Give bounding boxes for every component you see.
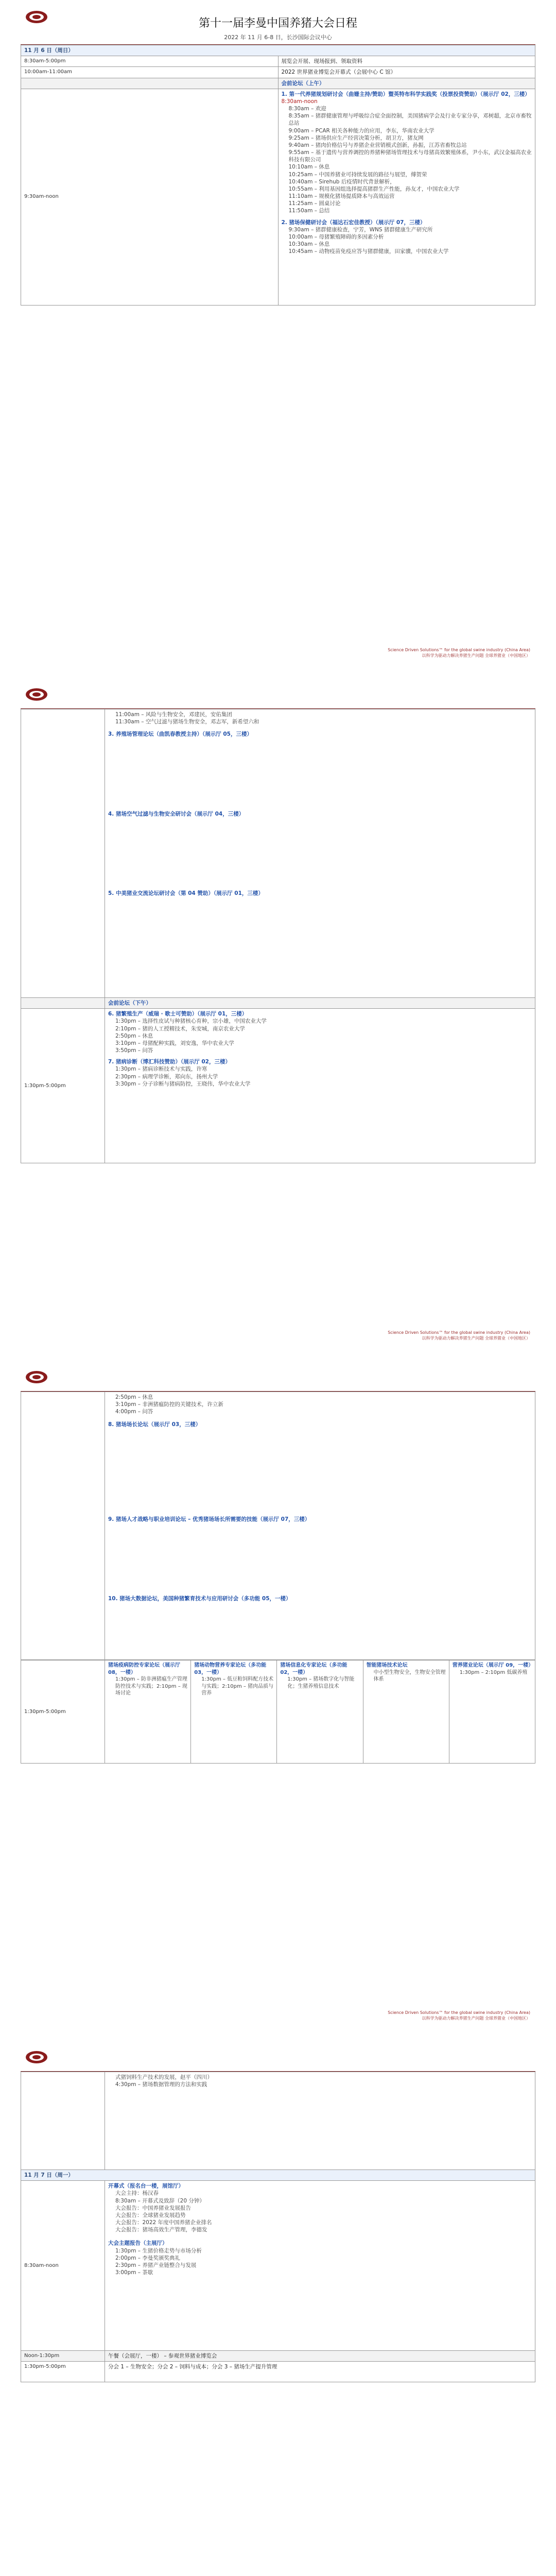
list-item: 9:55am – 基于遗传与营养调控的养猪种猪场管理技术与母猪高效繁殖体系，尹小东，武汉金福高农业科技有限公司: [288, 149, 532, 163]
conference-logo-icon: [25, 687, 48, 702]
schedule-table-day1: [21, 45, 535, 306]
session-title: 2. 猪场保健研讨会（福达石宏佳教授）（展示厅 07，三楼）: [281, 219, 426, 226]
page-4: [21, 2045, 535, 2576]
list-item: 10:10am – 休息: [288, 164, 330, 171]
table-row: 2:50pm – 休息 3:10pm – 非洲猪瘟防控的关键技术，许立新 4:00pm – 问答 8. 猪场场长论坛（展示厅 03，三楼） 9. 猪场人才战略与职业培训论坛 – 优秀猪场场长所需要的技能（展示厅 07，三楼） 10. 猪场大数据论坛，美国种猪繁育技术与应用研讨会（多功能 05，一楼）: [21, 1392, 535, 1660]
table-row: 会前论坛（上午）: [21, 78, 535, 89]
schedule-table-day1-cont2: [21, 1392, 535, 1660]
schedule-table-day2: [21, 2072, 535, 2382]
session-title: 5. 中美猪业交流论坛研讨会（第 04 赞助）（展示厅 01，三楼）: [108, 890, 264, 896]
session-time: 8:30am-noon: [281, 98, 318, 105]
table-row: 8:30am-noon 开幕式（报名台一楼，展馆厅） 大会主持：杨汉春 8:30am – 开幕式及致辞（20 分钟） 大会报告：中国养猪业发展报告 大会报告：全球猪业发展趋势 大会报告：2022 年度中国养猪企业排名 大会报告：猪场高效生产管理，李德发 大会主题报告（主展厅） 1:30pm – 生猪价格走势与市场分析 2:00pm – 李曼奖颁奖典礼 2:30pm – 养猪产业链整合与发展 3:00pm – 茶歇: [21, 2181, 535, 2351]
day-header: 11 月 6 日（周日）: [21, 45, 535, 56]
page-1: [21, 5, 535, 675]
table-row: [21, 709, 535, 998]
list-item: 10:55am – 利用基因组选择提高猪群生产性能，孙友才，中国农业大学: [288, 185, 460, 192]
list-item: 9:00am – PCAR 相关各种能力的应用，李东，华南农业大学: [288, 127, 435, 134]
list-item: 10:45am – 动物疫苗免疫应答与猪群健康，田家骥，中国农业大学: [288, 248, 449, 255]
page-3: [21, 1365, 535, 2038]
list-item: 11:25am – 圆桌讨论: [288, 200, 341, 207]
schedule-table-day1-cont: [21, 709, 535, 1163]
list-item: 11:30am – 空气过滤与猪场生物安全，邓志军，新希望六和: [115, 719, 259, 725]
list-item: 8:30am – 欢迎: [288, 106, 326, 112]
list-item: 8:35am – 猪群健康管理与呼吸综合症全面控制，美国猪病学会及行业专家分享，邓树超，北京市畜牧总站: [288, 113, 532, 127]
session-title: 3. 养殖场管理论坛（曲凯春教授主持）（展示厅 05，三楼）: [108, 731, 252, 738]
list-item: 10:40am – Sirehub 后疫情时代背景解析，: [288, 178, 395, 185]
table-row: 会前论坛（下午）: [21, 998, 535, 1009]
list-item: 10:30am – 休息: [288, 241, 330, 248]
table-row: Noon-1:30pm 午餐（会展厅，一楼） – 参观世界猪业博览会: [21, 2351, 535, 2362]
parallel-sessions-grid: [21, 1660, 535, 1764]
page-title: 第十一届李曼中国养猪大会日程: [198, 17, 357, 30]
footer-note: Science Driven Solutions™ for the global swine industry (China Area) 以科学为驱动力解决养猪生产问题 全球养猪业（中国地区）: [388, 1330, 530, 1341]
table-row: 1:30pm-5:00pm 分会 1 – 生物安全；分会 2 – 饲料与成本；分会 3 – 猪场生产提升管理: [21, 2362, 535, 2382]
page-2: [21, 683, 535, 1358]
list-item: 9:40am – 猪肉价格信号与养猪企业营销模式创新，孙振，江苏省畜牧总站: [288, 142, 467, 148]
table-row: 10:00am-11:00am 2022 世界猪业博览会开幕式（会展中心 C 馆）: [21, 67, 535, 78]
footer-note: Science Driven Solutions™ for the global swine industry (China Area) 以科学为驱动力解决养猪生产问题 全球养猪业（中国地区）: [388, 2010, 530, 2021]
conference-logo-icon: [25, 1369, 48, 1385]
list-item: 11:00am – 风险与生物安全，邓建民，安佑集团: [115, 711, 232, 718]
conference-logo-icon: [25, 2049, 48, 2065]
day-header: 11 月 7 日（周一）: [21, 2170, 535, 2181]
session-title: 4. 猪场空气过滤与生物安全研讨会（展示厅 04，三楼）: [108, 810, 245, 817]
list-item: 9:30am – 猪群健康检查，宁芳，WNS 猪群健康生产研究所: [288, 226, 433, 233]
table-row: 1:30pm-5:00pm 猪场疫病防控专家论坛（展示厅 08，一楼） 1:30pm – 防非洲猪瘟生产管理防控技术与实践；2:10pm – 现场讨论 猪场动物营养专家论坛（多功能 03，一楼） 1:30pm – 低豆粕饲料配方技术与实践；2:10pm – 猪肉品质与营养 猪场信息化专家论坛（多功能 02，一楼） 1:30pm – 猪场数字化与智能化；生猪养殖信息技术 智能猪场技术论坛 中小型生物安全，生物安全管理体系 营养猪业论坛（展示厅 09，一楼） 1:30pm – 2:10pm 低碳养殖: [21, 1660, 535, 1764]
list-item: 10:25am – 中国养猪业可持续发展的路径与展望，傅贺荣: [288, 171, 427, 178]
table-row: 8:30am-5:00pm 展览会开展、现场报到、领取资料: [21, 56, 535, 67]
list-item: 9:25am – 猪场供应生产经营决策分析，胡卫方，猪友网: [288, 134, 424, 141]
session-title: 1. 第一代养猪规划研讨会（曲姗主持/赞助）暨英特布科学实践奖（投票投资赞助）（展示厅 02，三楼）: [281, 91, 530, 97]
list-item: 11:50am – 总结: [288, 208, 330, 214]
page-subtitle: 2022 年 11 月 6-8 日，长沙国际会议中心: [224, 34, 332, 41]
list-item: 10:00am – 母猪繁殖障碍的多因素分析: [288, 233, 384, 240]
table-row: 1:30pm-5:00pm 6. 猪繁殖生产（威瑞 · 歌士可赞助）（展示厅 01，三楼） 1:30pm – 选择性皮试与种猪核心育种，宗小雄，中国农业大学 2:10pm – 猪的人工授精技术，朱安城，南京农业大学 2:50pm – 休息 3:10pm – 母猪配种实践，刘安逸，华中农业大学 3:50pm – 问答 7. 猪病诊断（博汇科技赞助）（展示厅 02，三楼） 1:30pm – 猪病诊断技术与实践，许寒 2:30pm – 病理学诊断，郑向东，扬州大学 3:30pm – 分子诊断与猪病防控，王晓伟，华中农业大学: [21, 1009, 535, 1163]
table-row: 式猪饲料生产技术的发展，赵平（四川） 4:30pm – 猪场数据管理的方法和实践: [21, 2072, 535, 2170]
list-item: 11:10am – 规模化猪场提质降本与高效运营: [288, 193, 395, 200]
table-row: 9:30am-noon 1. 第一代养猪规划研讨会（曲姗主持/赞助）暨英特布科学实践奖（投票投资赞助）（展示厅 02，三楼） 8:30am-noon 8:30am – 欢迎 8:35am – 猪群健康管理与呼吸综合症全面控制，美国猪病学会及行业专家分享，邓树超，北京市畜牧总站 9:00am – PCAR 相关各种能力的应用，李东，华南农业大学 9:25am – 猪场供应生产经营决策分析，胡卫方，猪友网 9:40am – 猪肉价格信号与养猪企业营销模式创新，孙振，江苏省畜牧总站 9:55am – 基于遗传与营养调控的养猪种猪场管理技术与母猪高效繁殖体系，尹小东，武汉金福高农业科技有限公司 10:10am – 休息 10:25am – 中国养猪业可持续发展的路径与展望，傅贺荣 10:40am – Sirehub 后疫情时代背景解析， 10:55am – 利用基因组选择提高猪群生产性能，孙友才，中国农业大学 11:10am – 规模化猪场提质降本与高效运营 11:25am – 圆桌讨论 11:50am – 总结 2. 猪场保健研讨会（福达石宏佳教授）（展示厅 07，三楼） 9:30am – 猪群健康检查，宁芳，WNS 猪群健康生产研究所 10:00am – 母猪繁殖障碍的多因素分析 10:30am – 休息 10:45am – 动物疫苗免疫应答与猪群健康，田家骥，中国农业大学: [21, 89, 535, 305]
footer-note: Science Driven Solutions™ for the global swine industry (China Area) 以科学为驱动力解决养猪生产问题 全球养猪业（中国地区）: [388, 648, 530, 658]
